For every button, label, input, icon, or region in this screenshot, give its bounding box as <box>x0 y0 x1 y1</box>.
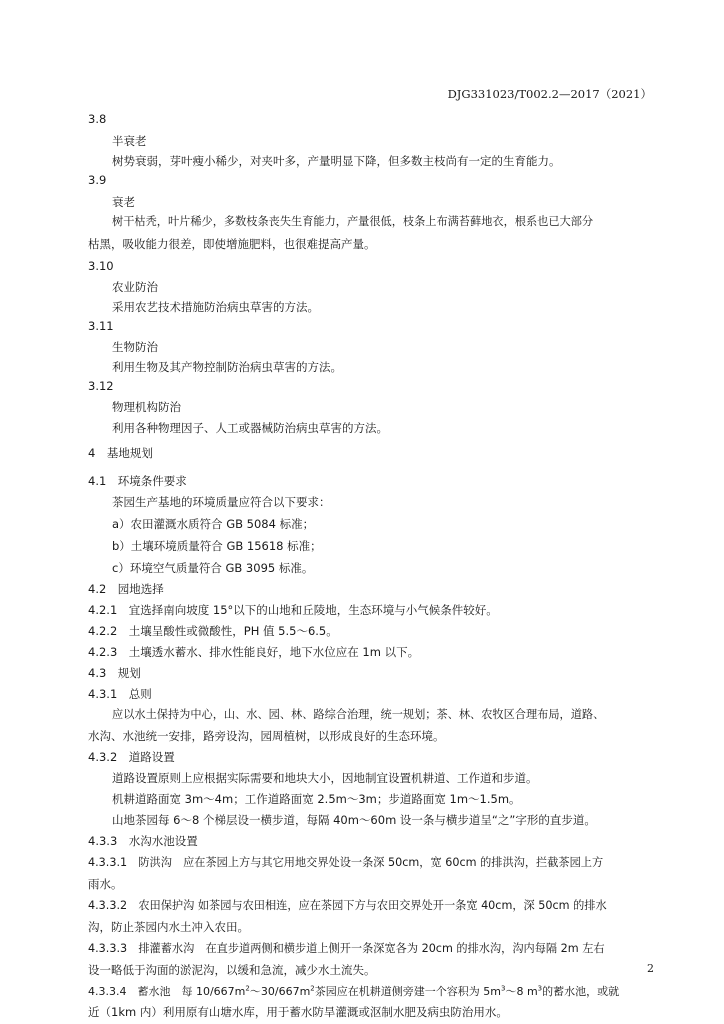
superscript: 2 <box>310 984 315 993</box>
superscript: 2 <box>245 984 250 993</box>
section-heading: 4.1 环境条件要求 <box>88 474 187 488</box>
clause-text: 4.3.3.4 蓄水池 每 10/667m <box>88 985 246 998</box>
section-number: 3.10 <box>88 259 114 273</box>
paragraph: 机耕道路面宽 3m～4m；工作道路面宽 2.5m～3m；步道路面宽 1m～1.5m。 <box>112 792 521 806</box>
section-number: 3.8 <box>88 112 107 126</box>
paragraph: 应以水土保持为中心，山、水、园、林、路综合治理，统一规划；茶、林、农牧区合理布局，道路、 <box>112 708 605 721</box>
paragraph: 水沟、水池统一安排，路旁设沟，园周植树，以形成良好的生态环境。 <box>88 729 445 743</box>
paragraph: 道路设置原则上应根据实际需要和地块大小，因地制宜设置机耕道、工作道和步道。 <box>112 771 538 785</box>
term-title: 衰老 <box>112 195 135 209</box>
clause-text: 茶园应在机耕道侧旁建一个容积为 5m <box>314 985 501 998</box>
clause: 近（1km 内）利用原有山塘水库，用于蓄水防旱灌溉或沤制水肥及病虫防治用水。 <box>88 1005 508 1019</box>
clause: 沟，防止茶园内水土冲入农田。 <box>88 920 249 934</box>
page-number: 2 <box>647 962 654 975</box>
clause: 4.3.3.2 农田保护沟 如茶园与农田相连，应在茶园下方与农田交界处开一条宽 40cm，深 50cm 的排水 <box>88 899 607 912</box>
term-definition: 枯黑，吸收能力很差，即使增施肥料，也很难提高产量。 <box>88 237 376 251</box>
superscript: 3 <box>537 984 543 993</box>
clause-text: 的蓄水池，或就 <box>542 985 620 998</box>
section-heading: 4.3 规划 <box>88 666 141 680</box>
clause: 4.2.2 土壤呈酸性或微酸性，PH 值 5.5～6.5。 <box>88 624 338 638</box>
term-definition: 利用生物及其产物控制防治病虫草害的方法。 <box>112 360 342 374</box>
list-item: a）农田灌溉水质符合 GB 5084 标准； <box>112 517 315 531</box>
superscript: 3 <box>500 984 506 993</box>
clause: 4.3.3.3 排灌蓄水沟 在直步道两侧和横步道上侧开一条深宽各为 20cm 的排水沟，沟内每隔 2m 左右 <box>88 942 605 955</box>
section-number: 3.12 <box>88 379 114 393</box>
term-title: 农业防治 <box>112 280 158 294</box>
clause: 设一略低于沟面的淤泥沟，以缓和急流，减少水土流失。 <box>88 963 376 977</box>
list-item: c）环境空气质量符合 GB 3095 标准。 <box>112 561 314 575</box>
clause: 4.3.3.1 防洪沟 应在茶园上方与其它用地交界处设一条深 50cm，宽 60cm 的排洪沟，拦截茶园上方 <box>88 856 604 869</box>
list-item: b）土壤环境质量符合 GB 15618 标准； <box>112 539 322 553</box>
clause: 4.2.3 土壤透水蓄水、排水性能良好，地下水位应在 1m 以下。 <box>88 645 420 659</box>
term-definition: 树势衰弱，芽叶瘦小稀少，对夹叶多，产量明显下降，但多数主枝尚有一定的生育能力。 <box>112 154 561 168</box>
term-title: 半衰老 <box>112 134 147 148</box>
subsection-heading: 4.3.1 总则 <box>88 687 152 701</box>
document-code: DJG331023/T002.2—2017（2021） <box>447 87 652 101</box>
clause <box>88 984 619 1000</box>
chapter-heading: 4 基地规划 <box>88 446 153 460</box>
term-definition: 利用各种物理因子、人工或器械防治病虫草害的方法。 <box>112 421 388 435</box>
paragraph: 山地茶园每 6～8 个梯层设一横步道，每隔 40m～60m 设一条与横步道呈“之”字形的直步道。 <box>112 813 596 827</box>
term-title: 物理机构防治 <box>112 400 181 414</box>
term-definition: 采用农艺技术措施防治病虫草害的方法。 <box>112 300 319 314</box>
clause: 雨水。 <box>88 877 123 891</box>
paragraph: 茶园生产基地的环境质量应符合以下要求： <box>112 495 331 509</box>
clause-text: ～8 m <box>505 985 538 998</box>
subsection-heading: 4.3.2 道路设置 <box>88 750 175 764</box>
section-heading: 4.2 园地选择 <box>88 582 164 596</box>
section-number: 3.9 <box>88 173 107 187</box>
term-definition: 树干枯秃，叶片稀少，多数枝条丧失生育能力，产量很低，枝条上布满苔藓地衣，根系也已大部分 <box>112 215 594 228</box>
clause-text: ～30/667m <box>249 985 311 998</box>
clause: 4.2.1 宜选择南向坡度 15°以下的山地和丘陵地，生态环境与小气候条件较好。 <box>88 603 498 617</box>
term-title: 生物防治 <box>112 340 158 354</box>
subsection-heading: 4.3.3 水沟水池设置 <box>88 834 198 848</box>
section-number: 3.11 <box>88 319 114 333</box>
